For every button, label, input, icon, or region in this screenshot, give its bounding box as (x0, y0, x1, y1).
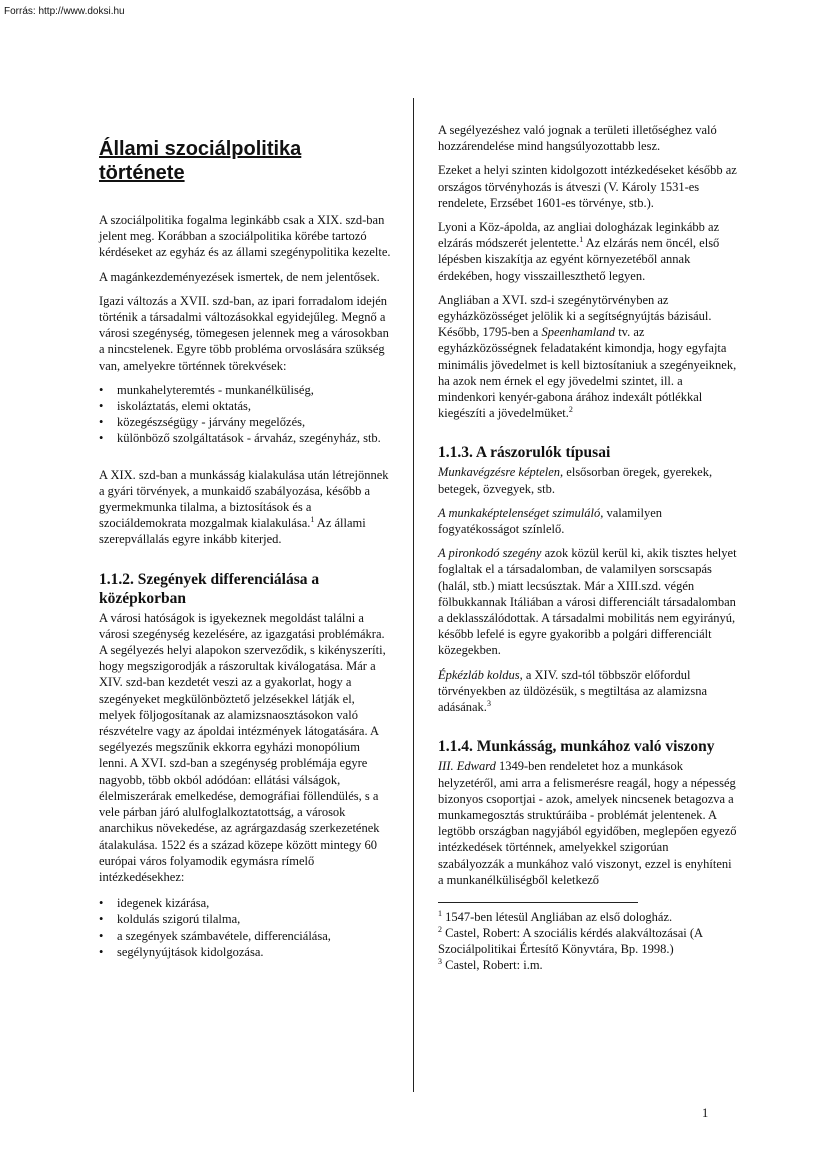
footnote: $^3$ Castel, Robert: i.m. (438, 956, 543, 972)
paragraph: Lyoni a Köz-ápolda, az angliai dologházak leginkább az elzárás módszerét jelentette.$^1$ Az elzárás nem öncél, első lépésben kiszakítja az egyént környezetéből annak érdekében, hogy visszailleszthető legyen. (438, 220, 720, 283)
paragraph: Angliában a XVI. szd-i szegénytörvényben az egyházközösséget jelölik ki a segítségnyújtás bázisául. Később, 1795-ben a Speenhamland tv. az egyházközösségnek feladataként kimondja, hogy egyfajta minimális jövedelmet is kell biztosítaniuk a szegényeiknek, ha azok nem érnek el egy jövedelmi szintet, ill. a mindenkori kenyér-gabona árához indexált pótlékkal kiegészíti a jövedelmüket.$^2$ (438, 292, 737, 421)
footnote-ref[interactable]: 1 (310, 515, 315, 525)
paragraph: A pironkodó szegény azok közül kerül ki, akik tisztes helyet foglaltak el a társadalomban, de valamilyen sorscsapás (halál, stb.) miatt lecsúsztak. Már a XIII.szd. végén fölbukkannak Itáliában a városi differenciált társadalomban a deklasszálódottak. A társadalmi mobilitás nem egyirányú, később lefelé is egyre gyakoribb a polgári differenciált közegekben. (438, 546, 737, 658)
bullet-list (99, 382, 391, 447)
footnote-separator (438, 902, 638, 903)
footnote: $^1$ 1547-ben létesül Angliában az első dologház. (438, 908, 673, 924)
bullet-list (99, 895, 391, 960)
right-column (438, 122, 738, 973)
footnote: $^2$ Castel, Robert: A szociális kérdés alakváltozásai (A Szociálpolitikai Értesítő Könyvtára, Bp. 1998.) (438, 924, 703, 956)
paragraph: Ezeket a helyi szinten kidolgozott intézkedéseket később az országos törvényhozás is átveszi (V. Károly 1531-es rendelete, Erzsébet 1601-es törvénye, stb.). (438, 163, 737, 210)
list-item: • idegenek kizárása, (99, 895, 391, 911)
list-item: • különböző szolgáltatások - árvaház, szegényház, stb. (99, 430, 391, 446)
list-item: • a szegények számbavétele, differenciálása, (99, 928, 391, 944)
paragraph: A segélyezéshez való jognak a területi illetőséghez való hozzárendelése mind hangsúlyozottabb lesz. (438, 123, 717, 154)
paragraph: A magánkezdeményezések ismertek, de nem jelentősek. (99, 269, 380, 284)
section-heading: 1.1.4. Munkásság, munkához való viszony (438, 738, 715, 756)
paragraph: Épkézláb koldus, a XIV. szd-tól többször előfordul törvényekben az üldözésük, s megtiltása az alamizsna adásának.$^3$ (438, 667, 707, 715)
section-heading: 1.1.3. A rászorulók típusai (438, 444, 611, 462)
page-number: 1 (702, 1106, 709, 1120)
left-column (99, 137, 391, 968)
footnote-ref[interactable]: 2 (568, 405, 573, 415)
paragraph: III. Edward 1349-ben rendeletet hoz a munkások helyzetéről, ami arra a felismerésre reagál, hogy a népesség bizonyos csoportjai - azok, amelyek nincsenek betagozva a munkamegosztás struktúráiba - problémát jelentenek. A legtöbb országban nagyjából egyidőben, meglepően egyező intézkedések történnek, amelyekkel szigorúan szabályozzák a munkához való viszonyt, ezzel is enyhíteni a munkanélküliségből keletkező (438, 759, 737, 887)
paragraph: A szociálpolitika fogalma leginkább csak a XIX. szd-ban jelent meg. Korábban a szociálpolitika körébe tartozó kérdéseket az egyház és az állami szegénypolitika kezelte. (99, 213, 391, 260)
footnotes (438, 909, 738, 973)
list-item: • munkahelyteremtés - munkanélküliség, (99, 382, 391, 398)
paragraph: A városi hatóságok is igyekeznek megoldást találni a városi szegénység kezelésére, az igazgatási problémákra. A segélyezés helyi alapokon szerveződik, s kikényszeríti, hogy megszigorodják a rászorultak kiválogatása. Már a XIV. szd-ban kezdetét veszi az a gyakorlat, hogy a szegényeket megkülönböztető jelzésekkel látják el, melyek följogosítanak az alamizsnaosztásokon való részvételre vagy az ápoldai intézmények látogatására. A segélyezés megszűnik ekkorra egyházi monopólium lenni. A XVI. szd-ban a szegénység problémája egyre nagyobb, több okból adódóan: ellátási válságok, élelmiszerárak emelkedése, demográfiai föllendülés, s a vele párban járó alulfoglalkoztatottság, a városok anarchikus növekedése, az agrárgazdaság szerkezetének átalakulása. 1522 és a század közepe között mintegy 60 európai város folyamodik egymásra rímelő intézkedésekhez: (99, 610, 386, 884)
section-heading: 1.1.2. Szegények differenciálása a középkorban (99, 570, 320, 607)
footnote-ref[interactable]: 3 (486, 698, 491, 708)
paragraph: Igazi változás a XVII. szd-ban, az ipari forradalom idején történik a társadalmi változásokkal egyidejűleg. Megnő a városi szegénység, tömegesen jelennek meg a városokban a nincstelenek. Egyre több probléma orvoslására szükség van, amelyekre történnek törekvések: (99, 293, 389, 373)
paragraph: Munkavégzésre képtelen, elsősorban öregek, gyerekek, betegek, özvegyek, stb. (438, 465, 713, 496)
list-item: • segélynyújtások kidolgozása. (99, 944, 391, 960)
page-title: Állami szociálpolitika története (99, 138, 302, 184)
paragraph: A XIX. szd-ban a munkásság kialakulása után létrejönnek a gyári törvények, a munkaidő szabályozása, később a gyermekmunka tilalma, a biztosítások és a szociáldemokrata mozgalmak kialakulása.$^1$ Az állami szerepvállalás egyre inkább kiterjed. (99, 467, 389, 547)
footnote-ref[interactable]: 1 (579, 235, 584, 245)
list-item: • iskoláztatás, elemi oktatás, (99, 398, 391, 414)
list-item: • közegészségügy - járvány megelőzés, (99, 414, 391, 430)
source-label: Forrás: http://www.doksi.hu (4, 6, 125, 17)
column-divider (413, 98, 414, 1092)
list-item: • koldulás szigorú tilalma, (99, 911, 391, 927)
paragraph: A munkaképtelenséget szimuláló, valamilyen fogyatékosságot színlelő. (438, 505, 663, 537)
